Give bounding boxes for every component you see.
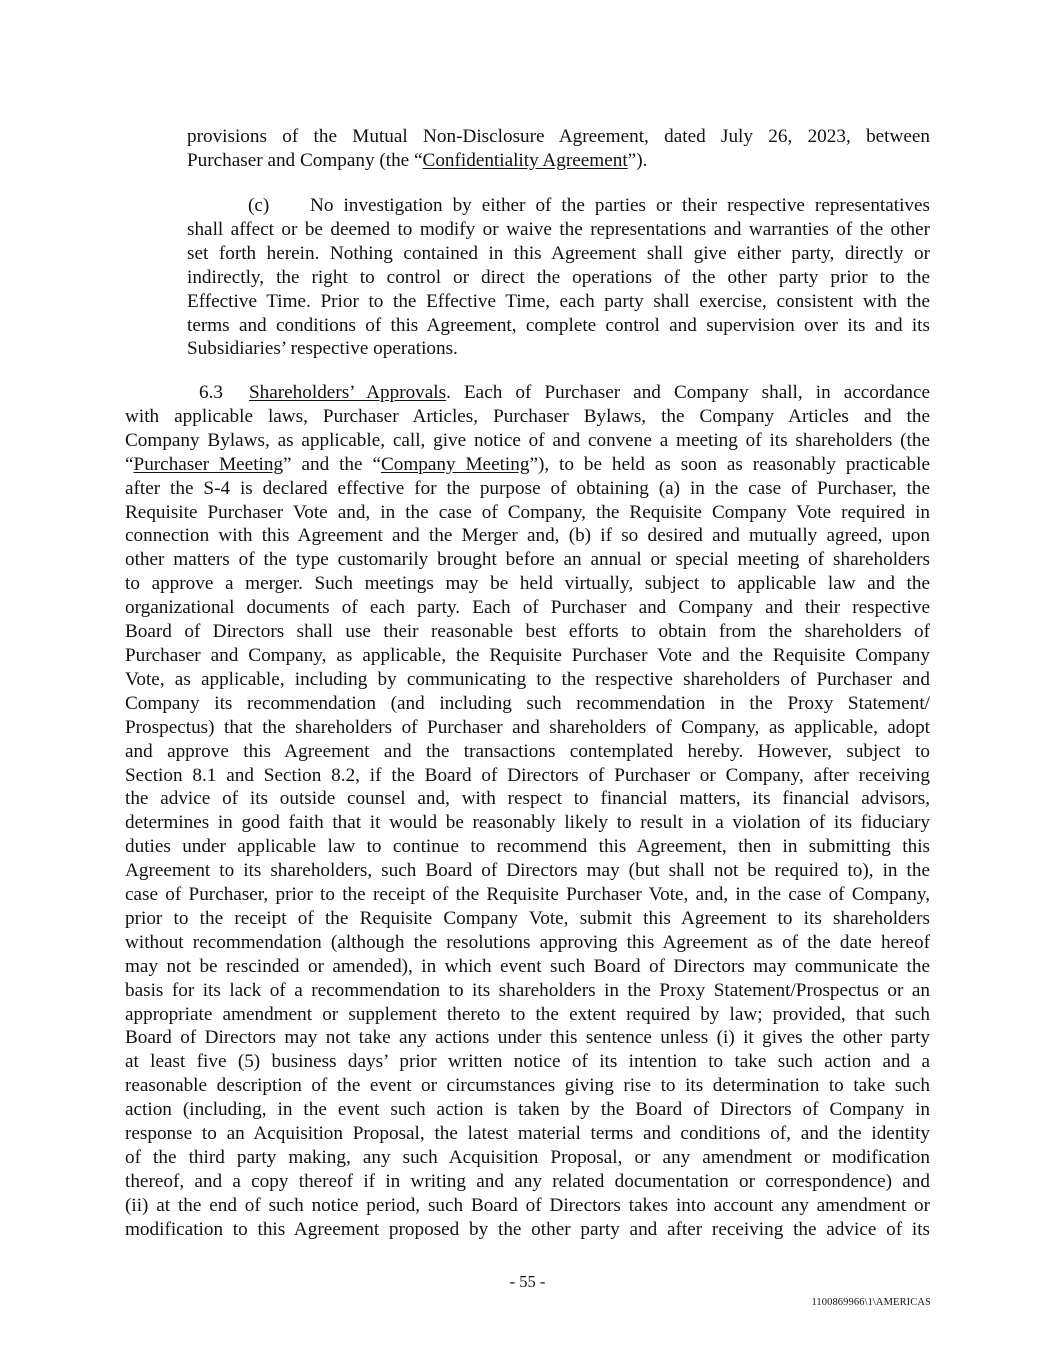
paragraph-b-continuation xyxy=(187,125,930,173)
text-line: and approve this Agreement and the transactions contemplated hereby. However, subject to xyxy=(125,740,930,762)
defined-term-purchaser-meeting: Purchaser Meeting xyxy=(133,453,284,475)
text-line: of the third party making, any such Acquisition Proposal, or any amendment or modification xyxy=(125,1147,930,1168)
text-line: other matters of the type customarily brought before an annual or special meeting of shareholders xyxy=(125,549,930,571)
section-6-3 xyxy=(125,381,930,1242)
text-line: without recommendation (although the resolutions approving this Agreement as of the date hereof xyxy=(125,931,930,953)
text-line: Purchaser and Company (the “Confidentiality Agreement”). xyxy=(187,149,648,171)
text-line: action (including, in the event such action is taken by the Board of Directors of Company in xyxy=(125,1099,930,1121)
text-line: Prospectus) that the shareholders of Purchaser and shareholders of Company, as applicable, adopt xyxy=(125,716,930,738)
text-line: Purchaser and Company, as applicable, the Requisite Purchaser Vote and the Requisite Company xyxy=(125,644,930,666)
text-line: Board of Directors may not take any actions under this sentence unless (i) it gives the other party xyxy=(125,1027,930,1049)
section-heading: Shareholders’ Approvals xyxy=(249,382,447,403)
paragraph-c xyxy=(187,194,930,361)
text-line: indirectly, the right to control or direct the operations of the other party prior to the xyxy=(187,266,930,288)
text-line: may not be rescinded or amended), in which event such Board of Directors may communicate the xyxy=(125,955,930,977)
text-line: Effective Time. Prior to the Effective Time, each party shall exercise, consistent with the xyxy=(187,290,930,312)
text-line: basis for its lack of a recommendation to its shareholders in the Proxy Statement/Prospectus or an xyxy=(125,979,930,1001)
text-line: organizational documents of each party. Each of Purchaser and Company and their respective xyxy=(125,597,930,619)
text-line: response to an Acquisition Proposal, the latest material terms and conditions of, and the identity xyxy=(125,1123,930,1145)
text-line: Board of Directors shall use their reasonable best efforts to obtain from the shareholders of xyxy=(125,621,930,643)
text-line: Subsidiaries’ respective operations. xyxy=(187,338,458,360)
section-heading-line: 6.3 Shareholders’ Approvals. Each of Purchaser and Company shall, in accordance xyxy=(199,382,931,403)
text-line: determines in good faith that it would be reasonably likely to result in a violation of its fiduciary xyxy=(125,812,930,834)
document-id: 1100869966\1\AMERICAS xyxy=(811,1297,931,1308)
text-line: Section 8.1 and Section 8.2, if the Board of Directors of Purchaser or Company, after receiving xyxy=(125,764,930,786)
text-line: Vote, as applicable, including by communicating to the respective shareholders of Purchaser and xyxy=(125,668,930,690)
defined-term-company-meeting: Company Meeting xyxy=(380,453,530,475)
text-line: the advice of its outside counsel and, with respect to financial matters, its financial advisors, xyxy=(125,788,930,810)
text-line: connection with this Agreement and the Merger and, (b) if so desired and mutually agreed, upon xyxy=(125,525,930,547)
defined-term-confidentiality-agreement: Confidentiality Agreement xyxy=(422,149,628,171)
text-line: Company its recommendation (and including such recommendation in the Proxy Statement/ xyxy=(125,692,930,714)
text-line: terms and conditions of this Agreement, complete control and supervision over its and its xyxy=(187,314,930,336)
paragraph-marker: (c) xyxy=(248,195,270,216)
text-line: to approve a merger. Such meetings may be held virtually, subject to applicable law and the xyxy=(125,573,930,595)
text-line: case of Purchaser, prior to the receipt of the Requisite Purchaser Vote, and, in the case of Company, xyxy=(125,884,930,906)
text-line: Requisite Purchaser Vote and, in the case of Company, the Requisite Company Vote required in xyxy=(125,501,930,523)
section-number: 6.3 xyxy=(199,382,223,403)
text-line: set forth herein. Nothing contained in this Agreement shall give either party, directly or xyxy=(187,242,930,264)
text-line: duties under applicable law to continue to recommend this Agreement, then in submitting this xyxy=(125,836,930,858)
text-line: with applicable laws, Purchaser Articles, Purchaser Bylaws, the Company Articles and the xyxy=(125,405,930,427)
text-line: Agreement to its shareholders, such Board of Directors may (but shall not be required to), in the xyxy=(125,860,930,882)
page-number: - 55 - xyxy=(509,1272,546,1291)
text-line: appropriate amendment or supplement thereto to the extent required by law; provided, that such xyxy=(125,1003,930,1025)
text-line: (c) No investigation by either of the parties or their respective representatives xyxy=(248,195,930,216)
text-line: (ii) at the end of such notice period, such Board of Directors takes into account any amendment or xyxy=(125,1194,930,1216)
text-line: after the S-4 is declared effective for the purpose of obtaining (a) in the case of Purchaser, the xyxy=(125,477,930,499)
text-line: modification to this Agreement proposed by the other party and after receiving the advice of its xyxy=(125,1218,930,1240)
text-line: reasonable description of the event or circumstances giving rise to its determination to take such xyxy=(125,1075,930,1097)
text-line: at least five (5) business days’ prior written notice of its intention to take such action and a xyxy=(125,1051,930,1073)
text-line: prior to the receipt of the Requisite Company Vote, submit this Agreement to its shareholders xyxy=(125,907,930,929)
text-line: Company Bylaws, as applicable, call, give notice of and convene a meeting of its shareholders (the xyxy=(125,429,930,451)
text-line: provisions of the Mutual Non-Disclosure Agreement, dated July 26, 2023, between xyxy=(187,126,930,147)
text-line: shall affect or be deemed to modify or waive the representations and warranties of the other xyxy=(187,218,930,240)
text-line: “Purchaser Meeting” and the “Company Meeting”), to be held as soon as reasonably practicable xyxy=(125,453,930,475)
text-line: thereof, and a copy thereof if in writing and any related documentation or correspondence) and xyxy=(125,1170,930,1192)
